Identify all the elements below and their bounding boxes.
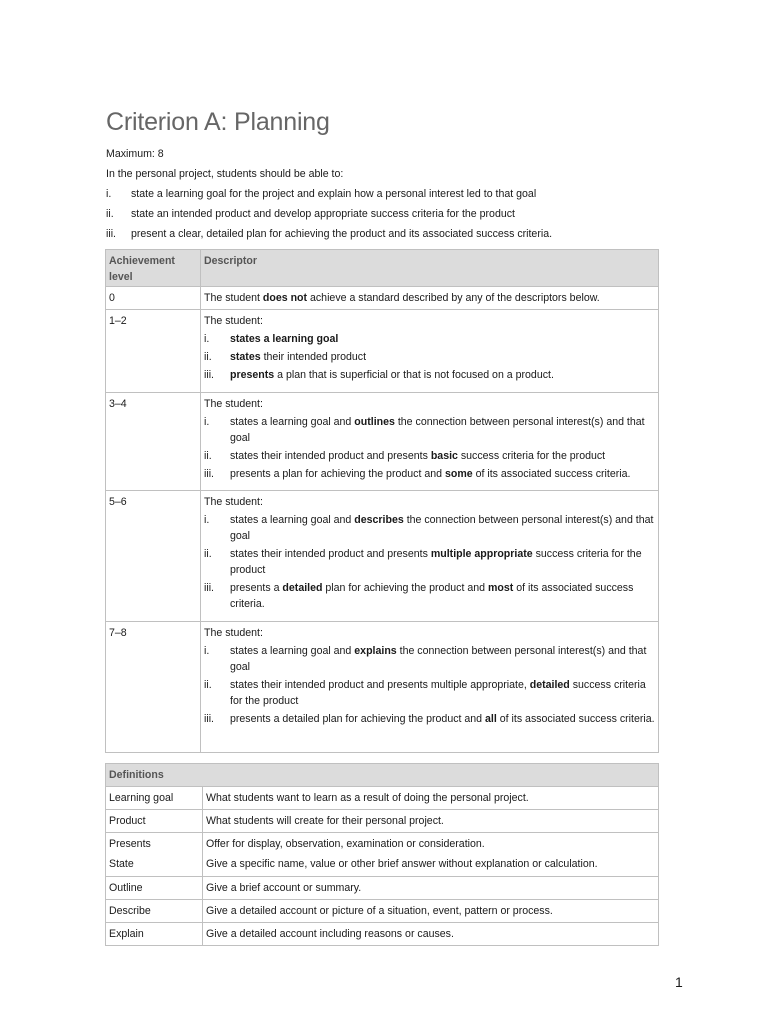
descriptor-cell (201, 310, 659, 393)
descriptor-text: states a learning goal and describes the connection between personal interest(s) and that goal (230, 514, 654, 542)
descriptor-number: iii. (204, 468, 215, 480)
achievement-level: 7–8 (106, 622, 201, 753)
definitions-header: Definitions (106, 764, 659, 787)
descriptor-emphasis: multiple appropriate (430, 548, 533, 560)
descriptor-number: ii. (204, 679, 212, 691)
definition-row (106, 877, 659, 900)
descriptor-number: ii. (204, 548, 212, 560)
descriptor-item (204, 711, 655, 727)
descriptor-emphasis: all (485, 713, 497, 725)
term-text: Product (109, 815, 146, 827)
definition-line: Give a specific name, value or other brief answer without explanation or calculation. (206, 858, 598, 870)
descriptor-item (204, 414, 655, 446)
definition-line: What students will create for their personal project. (206, 815, 444, 827)
descriptor-cell (201, 622, 659, 753)
definition-row (106, 810, 659, 833)
definition-term (106, 787, 203, 810)
descriptor-cell (201, 287, 659, 310)
objective-number: iii. (106, 228, 117, 240)
definition-term (106, 810, 203, 833)
definition-term (106, 923, 203, 946)
table-row (106, 491, 659, 622)
descriptor-emphasis: basic (430, 450, 458, 462)
descriptor-emphasis: detailed (282, 582, 323, 594)
descriptor-text (230, 331, 655, 347)
definition-line: Give a detailed account or picture of a situation, event, pattern or process. (206, 905, 553, 917)
objective-number: i. (106, 188, 112, 200)
descriptor-number: iii. (204, 713, 215, 725)
objective-item (106, 184, 666, 204)
definition-text (203, 923, 659, 946)
descriptor-text: states a learning goal and explains the connection between personal interest(s) and that goal (230, 645, 647, 673)
descriptor-item (204, 466, 655, 482)
descriptor-number: i. (204, 333, 210, 345)
descriptor-emphasis: outlines (354, 416, 395, 428)
definition-line: What students want to learn as a result of doing the personal project. (206, 792, 529, 804)
definition-text (203, 833, 659, 877)
achievement-level: 5–6 (106, 491, 201, 622)
descriptor-emphasis: some (444, 468, 473, 480)
descriptor-number: i. (204, 645, 210, 657)
definitions-table (105, 763, 659, 946)
objective-text: state a learning goal for the project and explain how a personal interest led to that goal (131, 188, 537, 200)
descriptor-cell (201, 491, 659, 622)
descriptor-text: presents a detailed plan for achieving the product and all of its associated success criteria. (230, 713, 655, 725)
achievement-table (105, 249, 659, 753)
descriptor-number: ii. (204, 351, 212, 363)
definition-row (106, 923, 659, 946)
intro-section (106, 144, 666, 244)
term-text: Presents (109, 838, 151, 850)
page-title: Criterion A: Planning (106, 108, 330, 136)
descriptor-item (204, 546, 655, 578)
definition-row (106, 900, 659, 923)
definition-line: Give a brief account or summary. (206, 882, 362, 894)
term-text: Learning goal (109, 792, 174, 804)
definition-row (106, 787, 659, 810)
objectives-list (106, 184, 666, 244)
definition-text (203, 787, 659, 810)
definition-line: Offer for display, observation, examination or consideration. (206, 838, 485, 850)
descriptor-number: ii. (204, 450, 212, 462)
definition-line: Give a detailed account including reasons or causes. (206, 928, 454, 940)
descriptor-intro: The student: (204, 398, 263, 410)
definition-term (106, 877, 203, 900)
term-text: Explain (109, 928, 144, 940)
achievement-level: 1–2 (106, 310, 201, 393)
descriptor-intro: The student does not achieve a standard described by any of the descriptors below. (204, 292, 600, 304)
descriptor-emphasis: does not (262, 292, 308, 304)
descriptor-intro: The student: (204, 315, 263, 327)
descriptor-text: presents a plan for achieving the product and some of its associated success criteria. (230, 468, 631, 480)
table-row (106, 287, 659, 310)
definition-row (106, 833, 659, 877)
objective-item (106, 224, 666, 244)
definition-text (203, 877, 659, 900)
descriptor-text: presents a detailed plan for achieving the product and most of its associated success criteria. (230, 582, 634, 610)
table-row (106, 310, 659, 393)
term-text: State (109, 858, 134, 870)
descriptor-item (204, 367, 655, 383)
descriptor-emphasis: states a learning goal (230, 333, 339, 345)
objective-text: state an intended product and develop appropriate success criteria for the product (131, 208, 515, 220)
descriptor-number: iii. (204, 582, 215, 594)
term-text: Describe (109, 905, 151, 917)
descriptor-text: presents a plan that is superficial or that is not focused on a product. (230, 369, 554, 381)
descriptor-emphasis: explains (354, 645, 397, 657)
descriptor-cell (201, 393, 659, 491)
descriptor-number: i. (204, 514, 210, 526)
descriptor-number: i. (204, 416, 210, 428)
definition-term (106, 900, 203, 923)
definition-text (203, 810, 659, 833)
descriptor-text: states their intended product (230, 351, 367, 363)
descriptor-number: iii. (204, 369, 215, 381)
descriptor-item (204, 448, 655, 464)
descriptor-emphasis: most (487, 582, 514, 594)
descriptor-item (204, 512, 655, 544)
descriptor-intro: The student: (204, 496, 263, 508)
term-text: Outline (109, 882, 143, 894)
achievement-header-row (106, 250, 659, 287)
objective-item (106, 204, 666, 224)
descriptor-item (204, 580, 655, 612)
descriptor-emphasis: describes (354, 514, 404, 526)
descriptor-item (204, 349, 655, 365)
achievement-level: 0 (106, 287, 201, 310)
descriptor-item (204, 331, 655, 347)
descriptor-text: states a learning goal and outlines the connection between personal interest(s) and that goal (230, 416, 645, 444)
page-number: 1 (675, 974, 683, 990)
maximum-score: Maximum: 8 (106, 148, 164, 160)
descriptor-emphasis: presents (230, 369, 275, 381)
achievement-level: 3–4 (106, 393, 201, 491)
header-descriptor: Descriptor (201, 250, 659, 287)
objective-number: ii. (106, 208, 114, 220)
definition-term (106, 833, 203, 877)
table-row (106, 393, 659, 491)
definition-text (203, 900, 659, 923)
descriptor-item (204, 677, 655, 709)
descriptor-intro: The student: (204, 627, 263, 639)
intro-text: In the personal project, students should be able to: (106, 168, 344, 180)
descriptor-item (204, 643, 655, 675)
descriptor-text: states their intended product and presents basic success criteria for the product (230, 450, 606, 462)
descriptor-text: states their intended product and presents multiple appropriate success criteria for the product (230, 548, 642, 576)
descriptor-text: states their intended product and presents multiple appropriate, detailed success criteria for the product (230, 679, 646, 707)
definitions-header-row (106, 764, 659, 787)
descriptor-emphasis: detailed (529, 679, 570, 691)
objective-text: present a clear, detailed plan for achieving the product and its associated success criteria. (131, 228, 553, 240)
header-level: Achievement level (106, 250, 201, 287)
descriptor-emphasis: states (230, 351, 261, 363)
table-row (106, 622, 659, 753)
